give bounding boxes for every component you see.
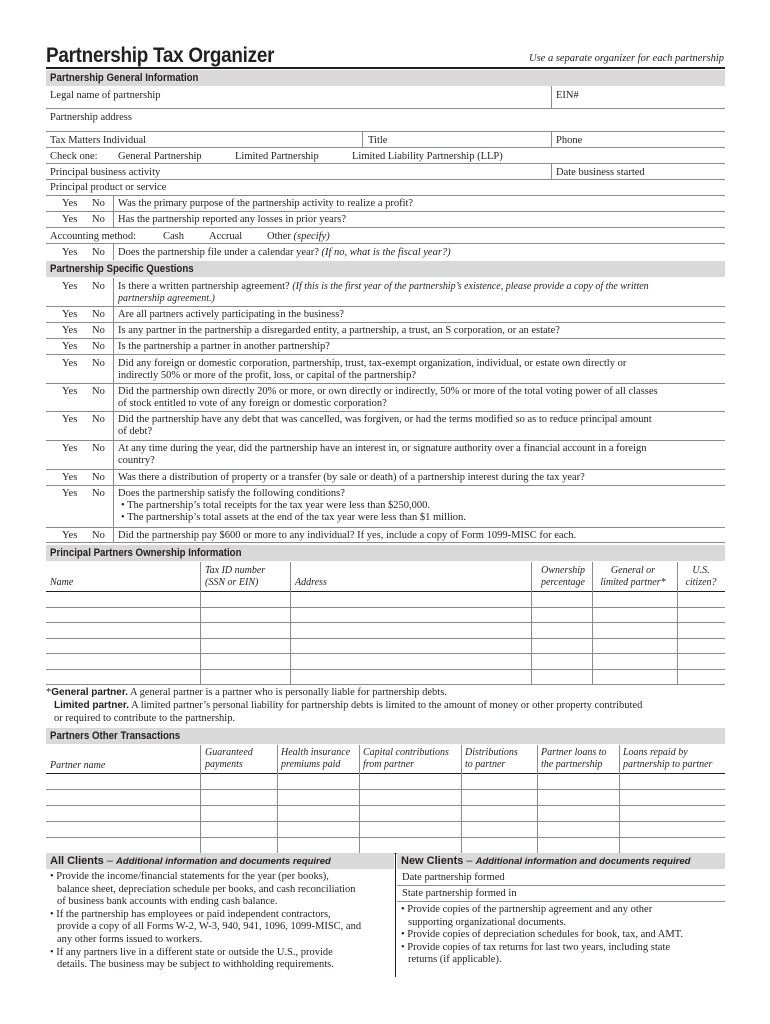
divider <box>395 853 396 977</box>
bullet-line: details. The business may be subject to withholding requirements. <box>57 959 334 971</box>
no-option[interactable]: No <box>92 341 105 352</box>
ownership-heading: Principal Partners Ownership Information <box>46 545 725 561</box>
divider <box>46 354 725 355</box>
col-name: Name <box>50 577 74 588</box>
col-address: Address <box>295 577 327 588</box>
all-clients-heading: All Clients – Additional information and documents required <box>46 853 394 869</box>
note-general: *General partner. A general partner is a partner who is personally liable for partnership debts. <box>46 687 447 698</box>
state-formed-label: State partnership formed in <box>402 888 517 899</box>
divider <box>46 306 725 307</box>
title-rule <box>46 67 725 69</box>
table-row[interactable] <box>46 684 725 685</box>
question-calendar-year: Does the partnership file under a calendar year? (If no, what is the fiscal year?) <box>118 247 451 258</box>
divider <box>46 411 725 412</box>
check-one-label: Check one: <box>50 151 98 162</box>
divider <box>677 562 678 684</box>
bullet-line: any other forms issued to workers. <box>57 934 203 945</box>
col-loans-repaid: Loans repaid by partnership to partner <box>623 747 713 770</box>
divider <box>531 562 532 684</box>
bullet-line: balance sheet, depreciation schedule per books, and cash reconciliation <box>57 883 356 895</box>
yes-option[interactable]: Yes <box>62 443 78 454</box>
divider <box>46 227 725 228</box>
col-partner-name: Partner name <box>50 760 106 771</box>
option-other[interactable]: Other (specify) <box>267 231 330 242</box>
divider <box>46 108 725 109</box>
col-ownership: Ownership percentage <box>540 565 585 588</box>
divider <box>200 562 201 684</box>
question-text-2: of debt? <box>118 426 153 437</box>
divider <box>46 485 725 486</box>
no-option[interactable]: No <box>92 198 105 209</box>
divider <box>46 527 725 528</box>
yes-option[interactable]: Yes <box>62 386 78 397</box>
yes-option[interactable]: Yes <box>62 414 78 425</box>
bullet-line: supporting organizational documents. <box>408 916 567 928</box>
date-formed-label: Date partnership formed <box>402 872 505 883</box>
col-distributions: Distributions to partner <box>465 747 518 770</box>
question-text: Did any foreign or domestic corporation, partnership, trust, tax-exempt organization, individual, or estate own directly or <box>118 358 627 369</box>
table-row[interactable] <box>46 837 725 838</box>
bullet-line: • If any partners live in a different state or outside the U.S., provide <box>50 946 333 958</box>
legal-name-label: Legal name of partnership <box>50 90 161 101</box>
table-row[interactable] <box>46 821 725 822</box>
option-general-partnership[interactable]: General Partnership <box>118 151 202 162</box>
divider <box>277 745 278 853</box>
yes-option[interactable]: Yes <box>62 309 78 320</box>
divider <box>46 383 725 384</box>
title-label: Title <box>368 135 388 146</box>
col-guaranteed: Guaranteed payments <box>205 747 253 770</box>
divider <box>200 745 201 853</box>
question-text: Was there a distribution of property or a transfer (by sale or death) of a partnership interest during the tax year? <box>118 472 585 483</box>
phone-label: Phone <box>556 135 583 146</box>
no-option[interactable]: No <box>92 358 105 369</box>
bullet-line: • If the partnership has employees or paid independent contractors, <box>50 908 331 920</box>
question-text: Does the partnership satisfy the following conditions? <box>118 488 345 499</box>
divider <box>46 440 725 441</box>
divider <box>397 901 725 902</box>
no-option[interactable]: No <box>92 325 105 336</box>
divider <box>46 338 725 339</box>
business-activity-label: Principal business activity <box>50 167 161 178</box>
col-capital: Capital contributions from partner <box>363 747 449 770</box>
option-limited-partnership[interactable]: Limited Partnership <box>235 151 319 162</box>
question-text: Did the partnership own directly 20% or more, or own directly or indirectly, 50% or more of the total voting power of all classes <box>118 386 658 397</box>
address-label: Partnership address <box>50 112 132 123</box>
bullet-line: • Provide the income/financial statements for the year (per books), <box>50 871 329 882</box>
new-clients-heading: New Clients – Additional information and documents required <box>397 853 725 869</box>
table-row[interactable] <box>46 669 725 670</box>
page-title: Partnership Tax Organizer <box>46 44 275 67</box>
col-us-citizen: U.S. citizen? <box>685 565 717 588</box>
table-row[interactable] <box>46 789 725 790</box>
question-text-2: • The partnership’s total receipts for the tax year were less than $250,000. <box>121 500 431 511</box>
note-limited: Limited partner. A limited partner’s personal liability for partnership debts is limited to the amount of money or other property contributed <box>54 700 643 711</box>
divider <box>290 562 291 684</box>
question-text: Is any partner in the partnership a disregarded entity, a partnership, a trust, an S corporation, or an estate? <box>118 325 560 336</box>
no-option[interactable]: No <box>92 414 105 425</box>
question-text-2: country? <box>118 455 155 466</box>
question-text: Are all partners actively participating in the business? <box>118 309 344 320</box>
yes-option[interactable]: Yes <box>62 530 78 541</box>
bullet-line: returns (if applicable). <box>408 954 502 966</box>
yes-option[interactable]: Yes <box>62 198 78 209</box>
yes-option[interactable]: Yes <box>62 214 78 225</box>
yes-option[interactable]: Yes <box>62 325 78 336</box>
question-text-2: of stock entitled to vote of any foreign or domestic corporation? <box>118 398 387 409</box>
divider <box>397 885 725 886</box>
table-row[interactable] <box>46 805 725 806</box>
divider <box>46 163 725 164</box>
no-option[interactable]: No <box>92 488 105 499</box>
note-limited-2: or required to contribute to the partnership. <box>54 713 236 724</box>
accounting-method-label: Accounting method: <box>50 231 137 242</box>
no-option[interactable]: No <box>92 530 105 541</box>
bullet-line: • Provide copies of tax returns for last two years, including state <box>401 941 671 953</box>
bullet-line: • Provide copies of depreciation schedules for book, tax, and AMT. <box>401 929 683 941</box>
question-text-3: • The partnership’s total assets at the end of the tax year were less than $1 million. <box>121 512 466 523</box>
divider <box>619 745 620 853</box>
divider <box>362 131 363 147</box>
divider <box>46 211 725 212</box>
divider <box>46 195 725 196</box>
yes-option[interactable]: Yes <box>62 358 78 369</box>
general-heading: Partnership General Information <box>46 70 725 86</box>
no-option[interactable]: No <box>92 309 105 320</box>
bullet-line: • Provide copies of the partnership agreement and any other <box>401 904 653 915</box>
divider <box>46 591 725 592</box>
divider <box>46 179 725 180</box>
bullet-line: provide a copy of all Forms W-2, W-3, 940, 941, 1096, 1099-MISC, and <box>57 921 362 933</box>
ein-label: EIN# <box>556 90 579 101</box>
divider <box>592 562 593 684</box>
option-llp[interactable]: Limited Liability Partnership (LLP) <box>352 151 503 162</box>
question-text: At any time during the year, did the partnership have an interest in, or signature authority over a financial account in a foreign <box>118 443 647 454</box>
tax-matters-label: Tax Matters Individual <box>50 135 147 146</box>
option-accrual[interactable]: Accrual <box>209 231 243 242</box>
date-started-label: Date business started <box>556 167 645 178</box>
divider <box>113 278 114 542</box>
divider <box>551 86 552 108</box>
divider <box>551 131 552 147</box>
option-cash[interactable]: Cash <box>163 231 184 242</box>
product-label: Principal product or service <box>50 182 167 193</box>
divider <box>46 243 725 244</box>
question-note: partnership agreement.) <box>118 293 215 304</box>
question-text: Did the partnership have any debt that was cancelled, was forgiven, or had the terms modified so as to reduce principal amount <box>118 414 652 425</box>
divider <box>46 322 725 323</box>
title-note: Use a separate organizer for each partnership <box>528 53 724 64</box>
divider <box>537 745 538 853</box>
transactions-heading: Partners Other Transactions <box>46 728 725 744</box>
question-text: Is the partnership a partner in another partnership? <box>118 341 330 352</box>
divider <box>461 745 462 853</box>
question-text-2: indirectly 50% or more of the profit, loss, or capital of the partnership? <box>118 370 416 381</box>
divider <box>46 147 725 148</box>
bullet-line: of business bank accounts with ending cash balance. <box>57 896 278 908</box>
divider <box>46 542 725 543</box>
col-partner-loans: Partner loans to the partnership <box>541 747 607 770</box>
yes-option[interactable]: Yes <box>62 341 78 352</box>
divider <box>359 745 360 853</box>
yes-option[interactable]: Yes <box>62 281 78 292</box>
col-taxid: Tax ID number (SSN or EIN) <box>205 565 266 588</box>
no-option[interactable]: No <box>92 214 105 225</box>
col-health: Health insurance premiums paid <box>281 747 351 770</box>
yes-option[interactable]: Yes <box>62 472 78 483</box>
no-option[interactable]: No <box>92 386 105 397</box>
question-text: Is there a written partnership agreement? (If this is the first year of the partnership’s existence, please provide a copy of the written <box>118 281 649 292</box>
col-general-limited: General or limited partner* <box>600 565 666 588</box>
no-option[interactable]: No <box>92 443 105 454</box>
divider <box>113 243 114 260</box>
question-profit: Was the primary purpose of the partnership activity to realize a profit? <box>118 198 414 209</box>
no-option[interactable]: No <box>92 247 105 258</box>
yes-option[interactable]: Yes <box>62 247 78 258</box>
specific-heading: Partnership Specific Questions <box>46 261 725 277</box>
divider <box>46 773 725 774</box>
divider <box>46 469 725 470</box>
yes-option[interactable]: Yes <box>62 488 78 499</box>
table-row[interactable] <box>46 622 725 623</box>
no-option[interactable]: No <box>92 472 105 483</box>
table-row[interactable] <box>46 638 725 639</box>
question-text: Did the partnership pay $600 or more to any individual? If yes, include a copy of Form 1099-MISC for each. <box>118 530 577 541</box>
divider <box>551 163 552 179</box>
question-losses: Has the partnership reported any losses in prior years? <box>118 214 347 225</box>
table-row[interactable] <box>46 607 725 608</box>
no-option[interactable]: No <box>92 281 105 292</box>
divider <box>46 131 725 132</box>
table-row[interactable] <box>46 653 725 654</box>
